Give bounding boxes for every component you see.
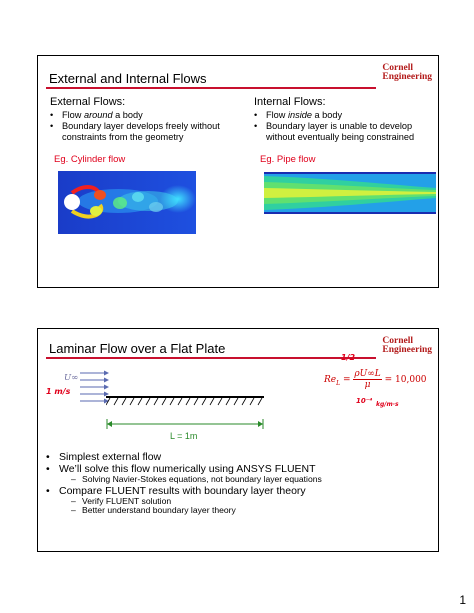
- cylinder-flow-image: [58, 171, 196, 234]
- slide-laminar-flat-plate: [37, 328, 439, 552]
- list-item: • Boundary layer develops freely without constraints from the geometry: [50, 121, 240, 143]
- internal-flows-heading: Internal Flows:: [254, 96, 326, 108]
- cylinder-flow-caption: Eg. Cylinder flow: [54, 154, 126, 165]
- title-underline: [46, 357, 376, 359]
- list-item: • Flow inside a body: [254, 110, 438, 121]
- plate-length-label: L = 1m: [170, 431, 198, 441]
- slide-title: External and Internal Flows: [49, 71, 207, 86]
- sub-list-item: – Better understand boundary layer theory: [71, 506, 426, 516]
- handwritten-mu-units: kg/m·s: [376, 401, 399, 408]
- sub-list-item: – Verify FLUENT solution: [71, 497, 426, 507]
- sub-list-item: – Solving Navier-Stokes equations, not boundary layer equations: [71, 475, 426, 485]
- list-item: • Compare FLUENT results with boundary layer theory – Verify FLUENT solution – Better understand boundary layer theory: [46, 485, 426, 516]
- slide-title: Laminar Flow over a Flat Plate: [49, 341, 226, 356]
- freestream-velocity-label: U∞: [64, 373, 79, 383]
- handwritten-rho: 1/2: [341, 353, 356, 362]
- cornell-engineering-logo: Cornell Engineering: [382, 63, 432, 82]
- list-item: • Boundary layer is unable to develop without eventually being constrained: [254, 121, 438, 143]
- flat-plate: [106, 395, 266, 407]
- pipe-flow-caption: Eg. Pipe flow: [260, 154, 316, 165]
- external-flows-heading: External Flows:: [50, 96, 126, 108]
- plate-length-dimension: [106, 417, 266, 431]
- list-item: • Flow around a body: [50, 110, 240, 121]
- internal-flows-bullets: [254, 110, 438, 143]
- handwritten-velocity: 1 m/s: [46, 387, 71, 396]
- title-underline: [46, 87, 376, 89]
- pipe-flow-image: [264, 172, 436, 214]
- handwritten-mu: 10⁻⁴: [356, 397, 373, 405]
- slide2-bullets: [46, 451, 426, 516]
- external-flows-bullets: [50, 110, 240, 143]
- cornell-engineering-logo: Cornell Engineering: [382, 336, 432, 355]
- list-item: • Simplest external flow: [46, 451, 426, 463]
- reynolds-number-formula: $Re_L$ = $\frac{\rho U\infty L}{\mu}$ = 10,000: [324, 369, 427, 390]
- cylinder-shape: [64, 194, 80, 210]
- list-item: • We’ll solve this flow numerically using ANSYS FLUENT – Solving Navier-Stokes equations, not boundary layer equations: [46, 463, 426, 485]
- page-number: 1: [459, 593, 466, 607]
- slide-external-internal-flows: [37, 55, 439, 288]
